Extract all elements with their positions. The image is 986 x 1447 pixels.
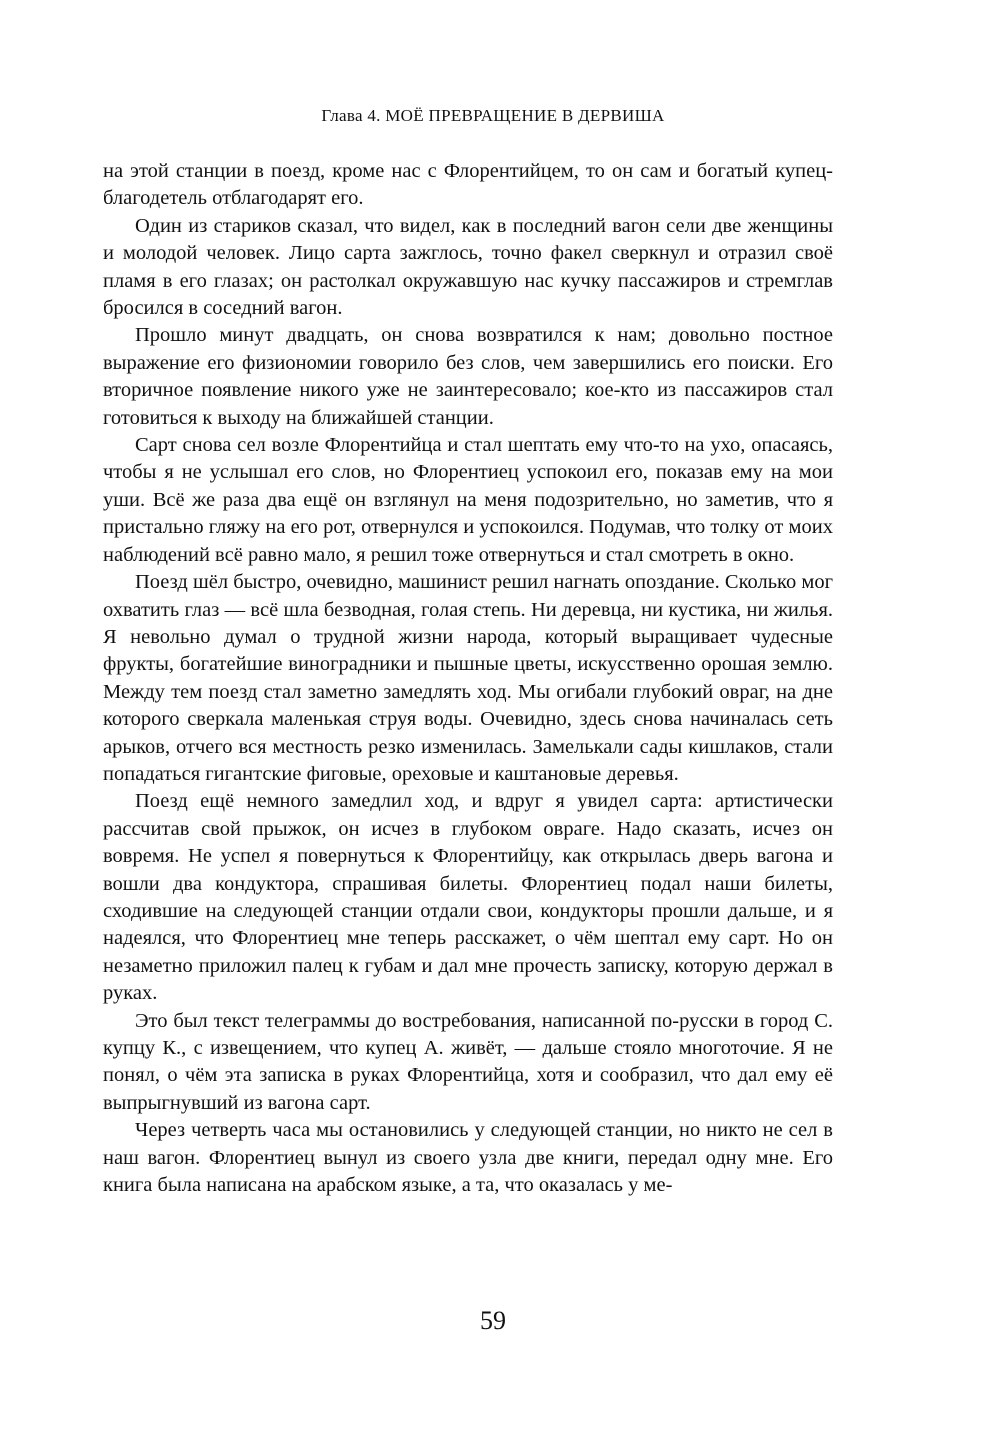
paragraph: Поезд шёл быстро, очевидно, машинист решил нагнать опоздание. Сколько мог охватить глаз — всё шла безводная, голая степь. Ни деревца, ни кустика, ни жилья. Я невольно думал о трудной жизни народа, который выращивает чудесные фрукты, богатейшие виноградники и пышные цветы, искусственно орошая землю. Между тем поезд стал заметно замедлять ход. Мы огибали глубокий овраг, на дне которого сверкала маленькая струя воды. Очевидно, здесь снова начиналась сеть арыков, отчего вся местность резко изменилась. Замелькали сады кишлаков, стали попадаться гигантские фиговые, ореховые и каштановые деревья. (103, 571, 833, 785)
paragraph: Сарт снова сел возле Флорентийца и стал шептать ему что-то на ухо, опасаясь, чтобы я не услышал его слов, но Флорентиец успокоил его, показав ему на мои уши. Всё же раза два ещё он взглянул на меня подозрительно, но заметив, что я пристально гляжу на его рот, отвернулся и успокоился. Подумав, что толку от моих наблюдений всё равно мало, я решил тоже отвернуться и стал смотреть в окно. (103, 434, 833, 566)
paragraph: Один из стариков сказал, что видел, как в последний вагон сели две женщины и молодой человек. Лицо сарта зажглось, точно факел сверкнул и отразил своё пламя в его глазах; он растолкал окружавшую нас кучку пассажиров и стремглав бросился в соседний вагон. (103, 214, 833, 320)
paragraph: Это был текст телеграммы до востребования, написанной по-русски в город С. купцу К., с извещением, что купец А. живёт, — дальше стояло многоточие. Я не понял, о чём эта записка в руках Флорентийца, хотя и сообразил, что дал ему её выпрыгнувший из вагона сарт. (103, 1009, 833, 1114)
paragraph: Поезд ещё немного замедлил ход, и вдруг я увидел сарта: артистически рассчитав свой прыжок, он исчез в глубоком овраге. Надо сказать, исчез он вовремя. Не успел я повернуться к Флорентийцу, как открылась дверь вагона и вошли два кондуктора, спрашивая билеты. Флорентиец подал наши билеты, сходившие на следующей станции отдали свои, кондукторы прошли дальше, и я надеялся, что Флорентиец мне теперь расскажет, о чём шептал ему сарт. Но он незаметно приложил палец к губам и дал мне прочесть записку, которую держал в руках. (103, 790, 833, 1005)
page-number: 59 (480, 1306, 506, 1335)
paragraph: Через четверть часа мы остановились у следующей станции, но никто не сел в наш вагон. Флорентиец вынул из своего узла две книги, передал одну мне. Его книга была написана на арабском языке, а та, что оказалась у ме- (103, 1119, 833, 1197)
paragraph-continuation: на этой станции в поезд, кроме нас с Флорентийцем, то он сам и богатый купец-благодетель отблагодарят его. (103, 160, 833, 210)
running-head: Глава 4. МОЁ ПРЕВРАЩЕНИЕ В ДЕРВИША (321, 106, 665, 125)
body-text (103, 158, 833, 1199)
paragraph: Прошло минут двадцать, он снова возвратился к нам; довольно постное выражение его физиономии говорило без слов, чем завершились его поиски. Его вторичное появление никого уже не заинтересовало; кое-кто из пассажиров стал готовиться к выходу на ближайшей станции. (103, 324, 833, 429)
